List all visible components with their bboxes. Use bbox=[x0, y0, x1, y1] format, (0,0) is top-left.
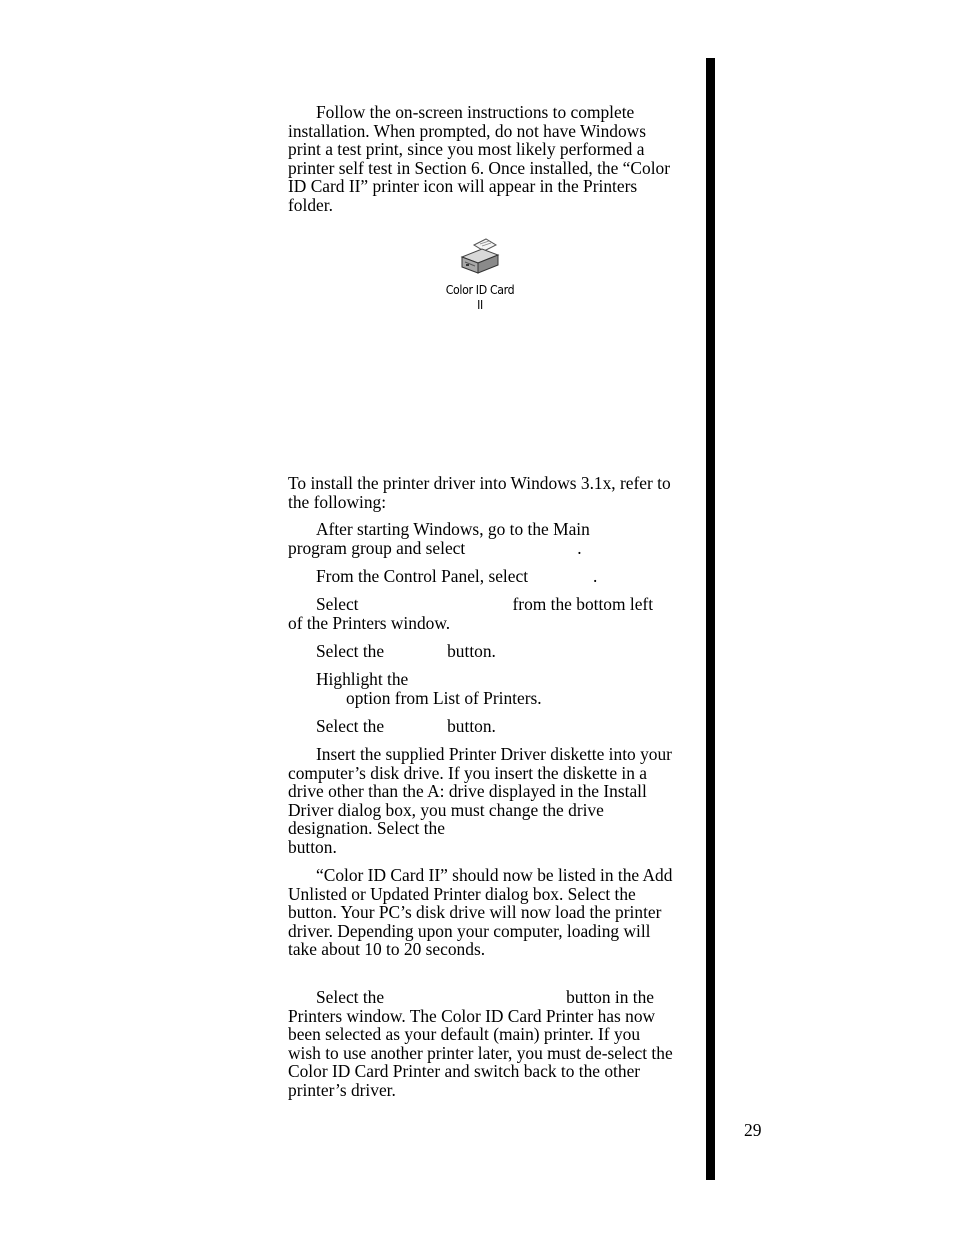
install-instructions: Follow the on-screen instructions to complete installation. When prompted, do not have Windows print a test print, since you most likely performed a printer self test in Section 6. Once installed, the “Color ID Card II” printer icon will appear in the Printers folder. bbox=[288, 102, 671, 215]
step-8: “Color ID Card II” should now be listed in the Add Unlisted or Updated Printer dialog box. Select thebutton. Your PC’s disk drive will now load the printer driver. Depending upon your computer, loading will take about 10 to 20 seconds. bbox=[288, 865, 673, 960]
step-4: Select the button. bbox=[316, 641, 496, 661]
printer-icon bbox=[458, 237, 502, 277]
printer-icon-label-line2: II bbox=[477, 297, 483, 312]
page-number: 29 bbox=[744, 1120, 762, 1140]
printer-icon-label-line1: Color ID Card bbox=[445, 282, 515, 297]
step-9: Select the button in the Printers window. The Color ID Card Printer has now been selected as your default (main) printer. If you wish to use another printer later, you must de-select the Color ID Card Printer and switch back to the other printer’s driver. bbox=[288, 987, 673, 1100]
step-1: After starting Windows, go to the Main program group and select . bbox=[288, 519, 590, 558]
win31-lead: To install the printer driver into Windows 3.1x, refer to the following: bbox=[288, 473, 671, 512]
step-6: Select the button. bbox=[316, 716, 496, 736]
step-7: Insert the supplied Printer Driver diskette into your computer’s disk drive. If you insert the diskette in a drive other than the A: drive displayed in the Install Driver dialog box, you must change the drive designation. Select the button. bbox=[288, 744, 672, 857]
margin-rule bbox=[706, 58, 715, 1180]
printer-icon-item[interactable] bbox=[430, 237, 530, 312]
step-5: Highlight the option from List of Printers. bbox=[316, 669, 542, 708]
step-2: From the Control Panel, select . bbox=[316, 566, 598, 586]
step-3: Select from the bottom left of the Printers window. bbox=[288, 594, 654, 633]
